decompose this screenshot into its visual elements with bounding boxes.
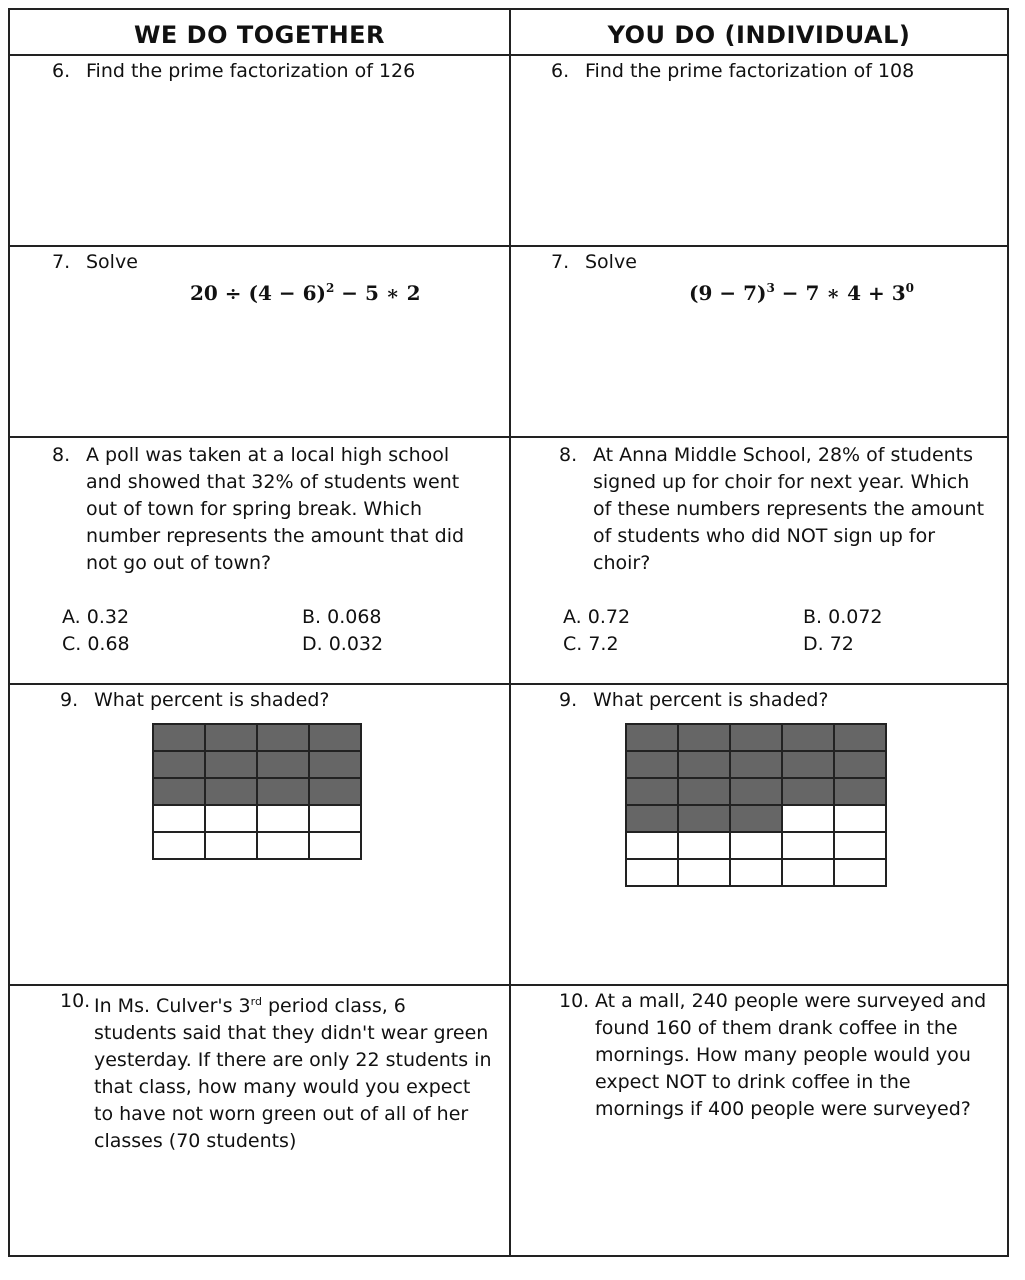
- grid-cell: [626, 832, 678, 859]
- grid-cell: [782, 724, 834, 751]
- grid-cell: [834, 724, 886, 751]
- grid-cell: [153, 832, 205, 859]
- question-number: 9.: [559, 689, 578, 711]
- grid-cell: [782, 778, 834, 805]
- math-expression: $(9 - 7)^3 - 7$ ∗ $4 + 3^0$: [689, 281, 915, 305]
- question-text: At a mall, 240 people were surveyed and found 160 of them drank coffee in the mornings. How many people would you expect NOT to drink coffee in the mornings if 400 people were surveyed?: [595, 990, 987, 1120]
- grid-cell: [782, 859, 834, 886]
- grid-cell: [678, 832, 730, 859]
- question-number: 8.: [559, 444, 578, 466]
- answer-option-d: D. 0.032: [302, 633, 384, 655]
- grid-cell: [626, 805, 678, 832]
- worksheet-table: [8, 8, 1009, 1257]
- grid-cell: [626, 751, 678, 778]
- right-question-9: [511, 685, 1007, 984]
- grid-cell: [257, 805, 309, 832]
- left-question-10: [10, 986, 509, 1255]
- grid-cell: [205, 805, 257, 832]
- grid-cell: [309, 832, 361, 859]
- grid-cell: [834, 805, 886, 832]
- question-number: 7.: [551, 251, 570, 273]
- grid-cell: [730, 751, 782, 778]
- question-text: What percent is shaded?: [94, 689, 330, 711]
- grid-cell: [782, 805, 834, 832]
- left-question-7: [10, 247, 509, 436]
- grid-cell: [626, 859, 678, 886]
- grid-cell: [257, 751, 309, 778]
- question-text: A poll was taken at a local high school and showed that 32% of students went out of town for spring break. Which number represents the amount that did not go out of town?: [86, 444, 465, 574]
- grid-cell: [730, 859, 782, 886]
- grid-cell: [730, 832, 782, 859]
- grid-cell: [626, 724, 678, 751]
- right-question-6: [511, 56, 1007, 245]
- answer-option-a: A. 0.32: [62, 606, 130, 628]
- grid-cell: [205, 778, 257, 805]
- question-number: 8.: [52, 444, 71, 466]
- grid-cell: [153, 805, 205, 832]
- question-text: At Anna Middle School, 28% of students signed up for choir for next year. Which of these numbers represents the amount of students who did NOT sign up for choir?: [593, 444, 985, 574]
- header-we-do-together: WE DO TOGETHER: [133, 21, 386, 49]
- math-expression: $20 \div (4 - 6)^2 - 5$ ∗ 2: [190, 281, 421, 305]
- grid-cell: [678, 805, 730, 832]
- question-number: 6.: [551, 60, 570, 82]
- right-question-10: [511, 986, 1007, 1255]
- answer-option-d: D. 72: [803, 633, 854, 655]
- answer-option-b: B. 0.072: [803, 606, 883, 628]
- header-you-do-individual: YOU DO (INDIVIDUAL): [607, 21, 911, 49]
- grid-cell: [205, 832, 257, 859]
- grid-cell: [730, 805, 782, 832]
- question-number: 9.: [60, 689, 79, 711]
- question-text: Solve: [585, 251, 637, 273]
- grid-cell: [257, 778, 309, 805]
- grid-cell: [834, 832, 886, 859]
- answer-option-c: C. 0.68: [62, 633, 130, 655]
- left-question-8: [10, 438, 509, 683]
- grid-cell: [834, 751, 886, 778]
- grid-cell: [834, 859, 886, 886]
- question-number: 6.: [52, 60, 71, 82]
- question-text: Find the prime factorization of 126: [86, 60, 416, 82]
- question-text: Solve: [86, 251, 138, 273]
- grid-cell: [626, 778, 678, 805]
- question-text: Find the prime factorization of 108: [585, 60, 915, 82]
- grid-cell: [309, 778, 361, 805]
- answer-option-c: C. 7.2: [563, 633, 619, 655]
- grid-cell: [257, 832, 309, 859]
- shaded-grid: [152, 723, 362, 860]
- grid-cell: [205, 751, 257, 778]
- grid-cell: [153, 724, 205, 751]
- question-text: What percent is shaded?: [593, 689, 829, 711]
- grid-cell: [153, 751, 205, 778]
- answer-option-a: A. 0.72: [563, 606, 631, 628]
- grid-cell: [782, 832, 834, 859]
- grid-cell: [678, 859, 730, 886]
- grid-cell: [678, 751, 730, 778]
- question-text: In Ms. Culver's 3rd period class, 6 students said that they didn't wear green yesterday. If there are only 22 students in that class, how many would you expect to have not worn green out of all of her classes (70 students): [94, 995, 492, 1152]
- grid-cell: [730, 724, 782, 751]
- answer-option-b: B. 0.068: [302, 606, 382, 628]
- question-number: 7.: [52, 251, 71, 273]
- grid-cell: [153, 778, 205, 805]
- question-number: 10.: [60, 990, 91, 1012]
- left-question-9: [10, 685, 509, 984]
- grid-cell: [309, 805, 361, 832]
- grid-cell: [678, 778, 730, 805]
- shaded-grid: [625, 723, 887, 887]
- grid-cell: [309, 724, 361, 751]
- grid-cell: [730, 778, 782, 805]
- grid-cell: [257, 724, 309, 751]
- grid-cell: [782, 751, 834, 778]
- grid-cell: [309, 751, 361, 778]
- right-question-8: [511, 438, 1007, 683]
- grid-cell: [678, 724, 730, 751]
- question-number: 10.: [559, 990, 590, 1012]
- left-question-6: [10, 56, 509, 245]
- right-question-7: [511, 247, 1007, 436]
- grid-cell: [205, 724, 257, 751]
- grid-cell: [834, 778, 886, 805]
